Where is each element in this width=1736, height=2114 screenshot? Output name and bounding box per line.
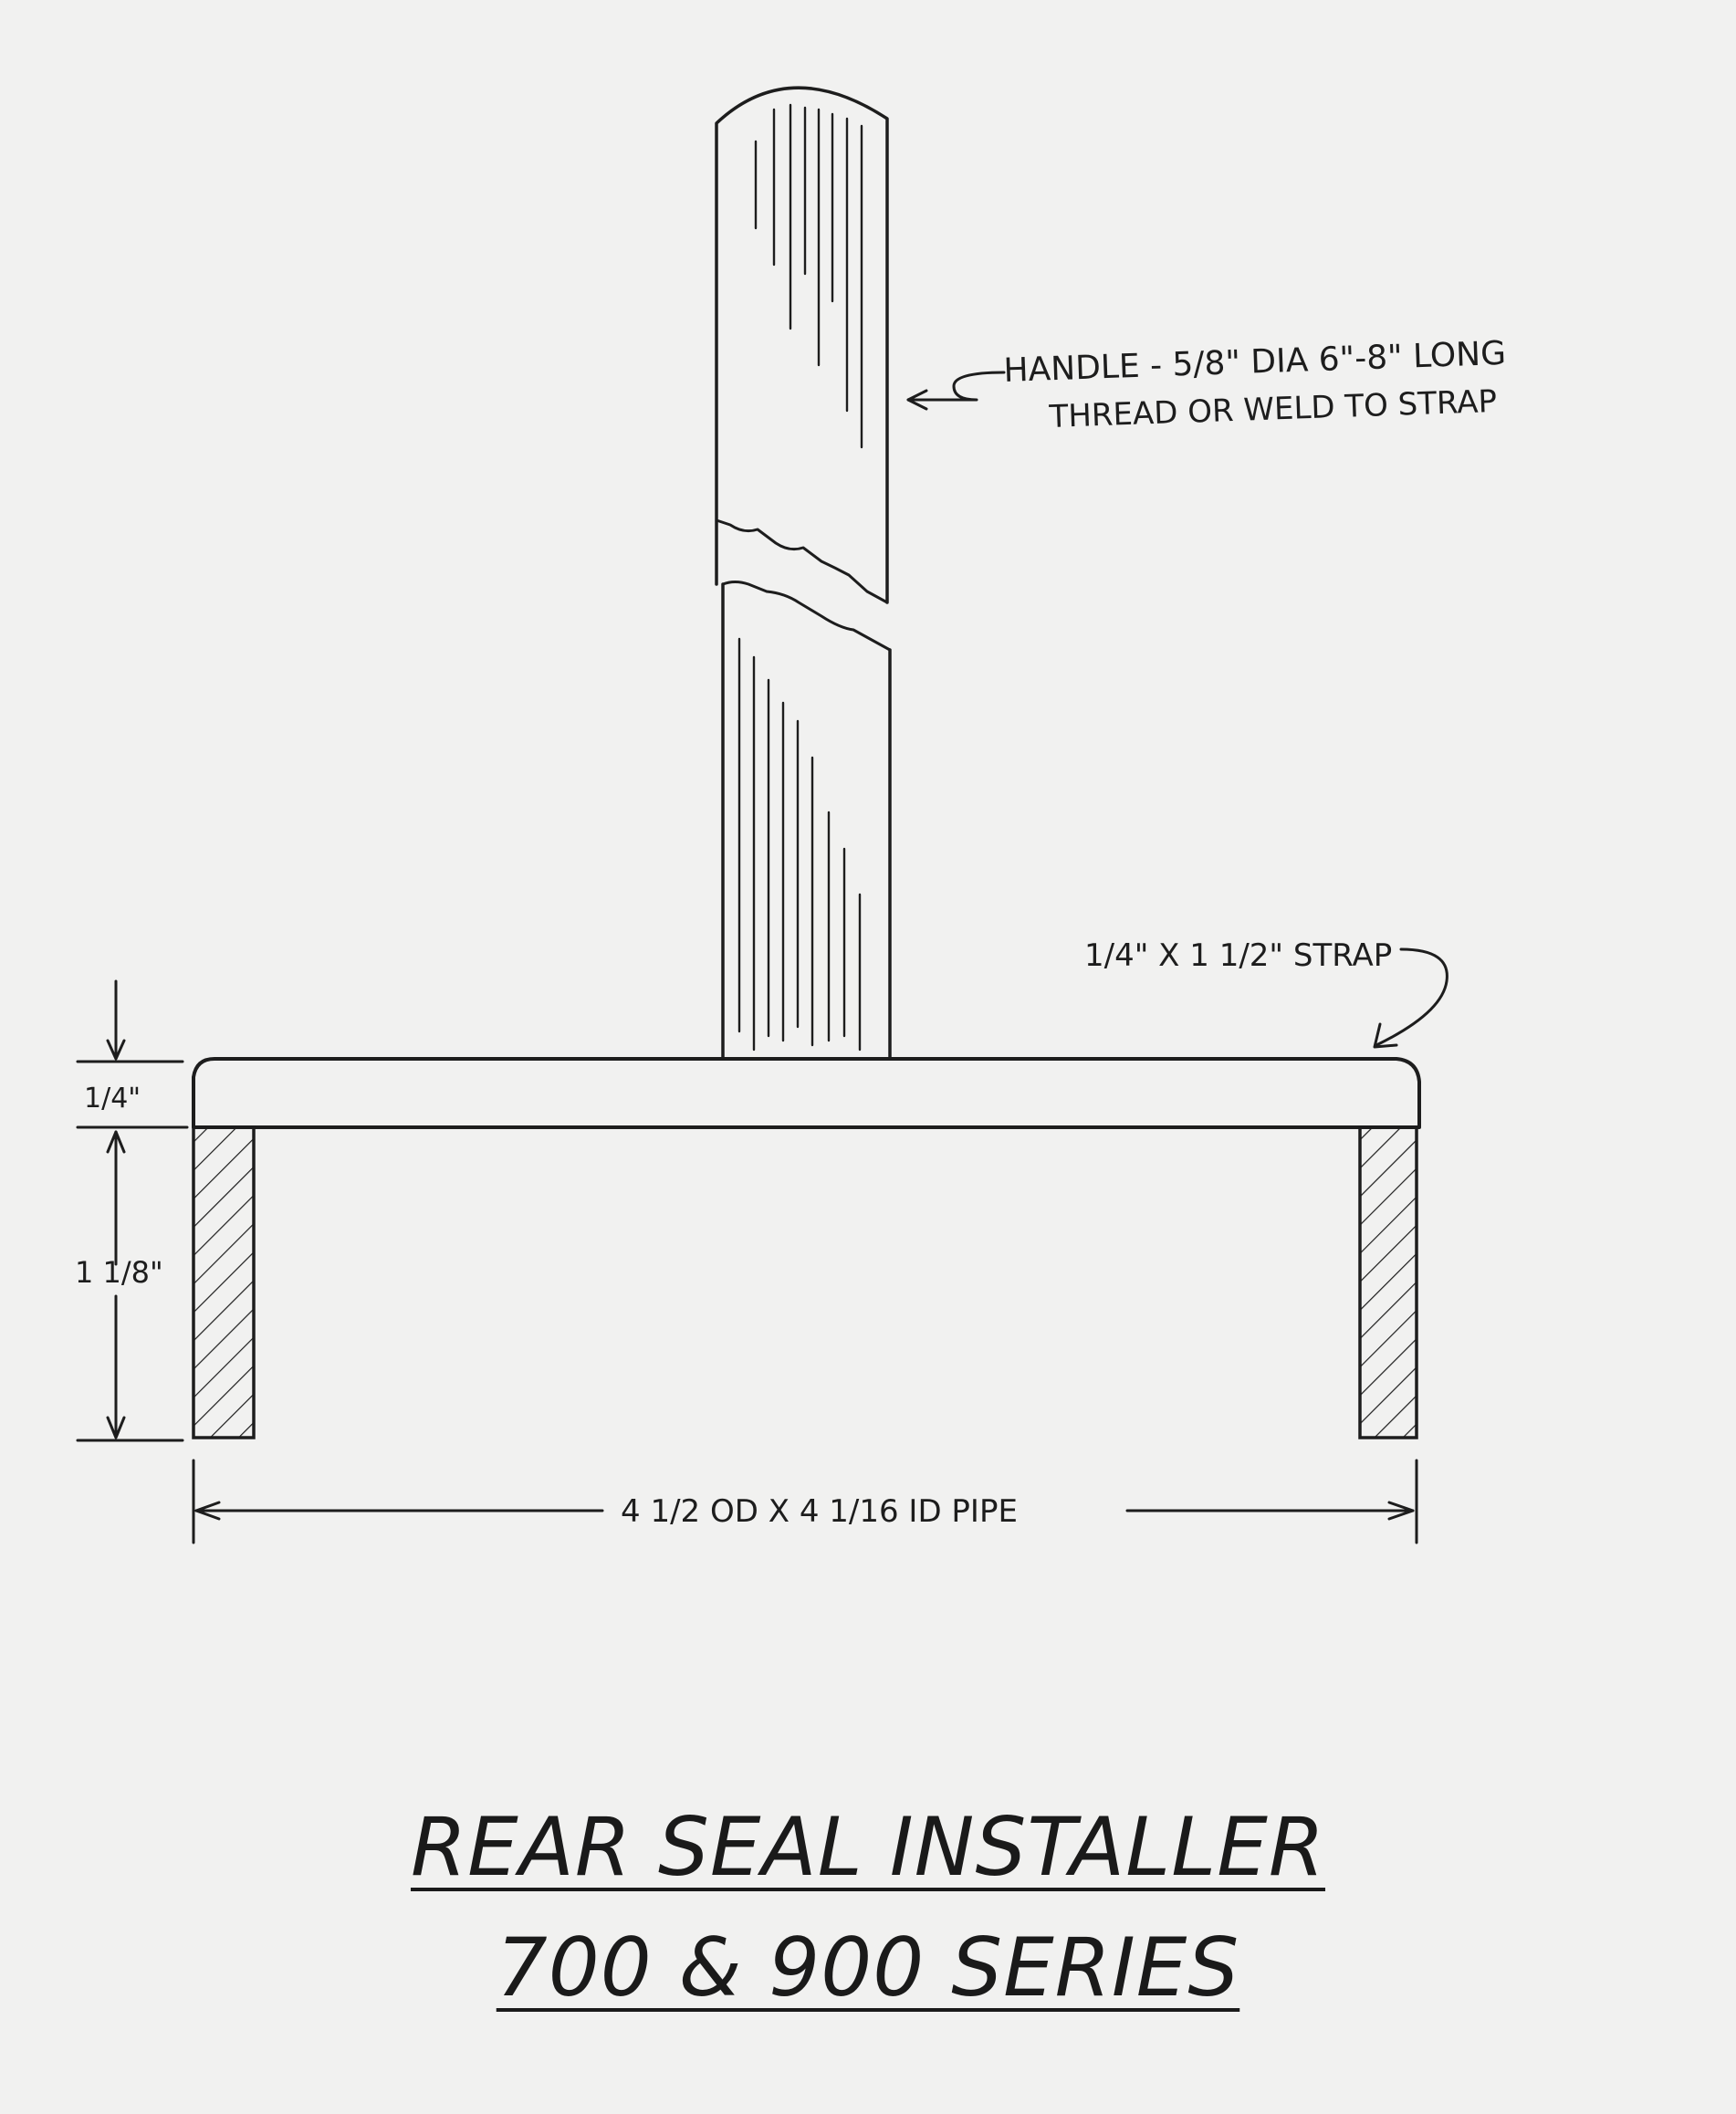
vertical-dimension — [78, 981, 187, 1440]
title-line-2: 700 & 900 SERIES — [496, 1920, 1240, 2015]
handle — [716, 88, 890, 1059]
strap-label: 1/4" X 1 1/2" STRAP — [1084, 937, 1393, 974]
handle-label-line1: HANDLE - 5/8" DIA 6"-8" LONG — [1002, 334, 1507, 390]
title-line-1: REAR SEAL INSTALLER — [410, 1800, 1326, 1894]
pipe-height-label: 1 1/8" — [75, 1255, 163, 1290]
strap — [193, 1059, 1419, 1127]
strap-thickness-label: 1/4" — [84, 1083, 141, 1115]
handle-shading — [739, 105, 862, 1050]
pipe-walls — [193, 1127, 1417, 1438]
pipe-size-label: 4 1/2 OD X 4 1/16 ID PIPE — [621, 1493, 1018, 1530]
handle-leader — [908, 372, 1004, 409]
handle-label-line2: THREAD OR WELD TO STRAP — [1048, 382, 1498, 435]
